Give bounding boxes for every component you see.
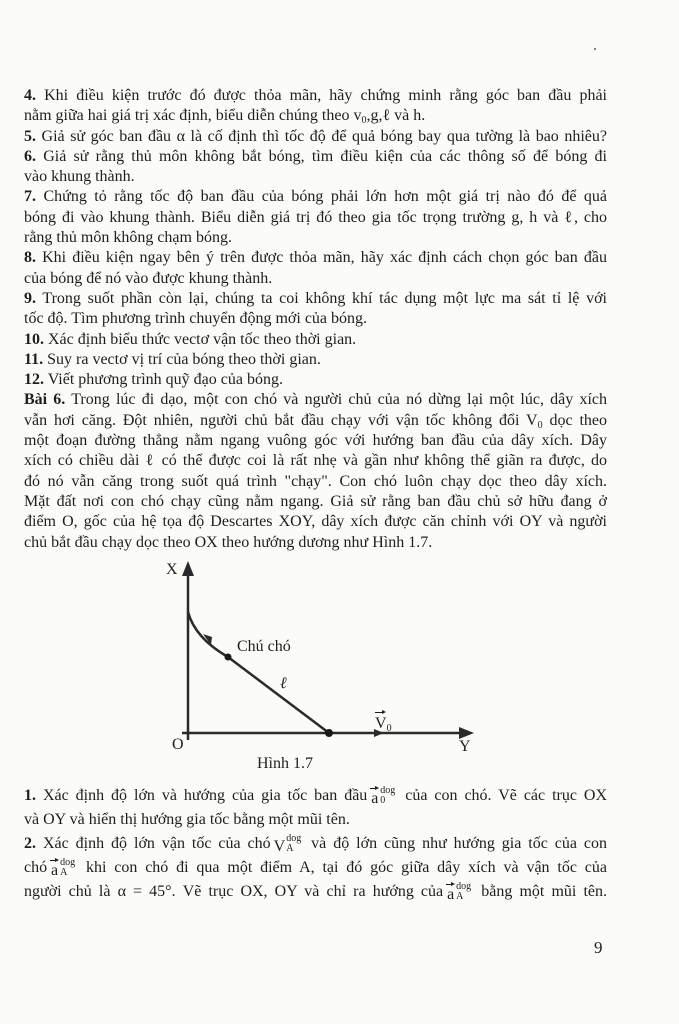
text-line — [24, 856, 607, 880]
velocity-subscript: 0 — [386, 723, 392, 734]
velocity-vector — [375, 711, 392, 733]
item-number: 7. — [24, 188, 36, 206]
text-line — [24, 472, 607, 492]
text-line — [24, 106, 607, 126]
vector-arrow-icon — [375, 711, 386, 715]
text-line — [24, 350, 607, 370]
text-segment: tốc độ. Tìm phương trình chuyển động mới của bóng. — [24, 310, 368, 328]
text-segment: đó nó vẫn căng trong suốt quá trình "chạy". Con chó luôn chạy dọc theo dây xích. — [24, 472, 607, 490]
text-line — [24, 411, 607, 431]
text-segment: chủ bắt đầu chạy dọc theo OX theo hướng dương như Hình 1.7. — [24, 533, 433, 551]
vector-base: V — [273, 837, 286, 855]
text-segment: Xác định biểu thức vectơ vận tốc theo thời gian. — [44, 330, 357, 348]
text-segment: và độ lớn cũng như hướng gia tốc của con — [304, 835, 608, 852]
text-segment: vào khung thành. — [24, 168, 135, 186]
dog-point — [225, 654, 232, 661]
text-line — [24, 784, 607, 808]
text-segment: Xác định độ lớn và hướng của gia tốc ban đầu — [36, 787, 368, 804]
text-segment: người chủ là — [24, 883, 118, 900]
text-segment: . Vẽ trục OX, OY và chỉ ra hướng của — [171, 883, 444, 900]
text-segment: Chứng tỏ rằng tốc độ ban đầu của bóng phải lớn hơn một giá trị nào đó để quả — [36, 188, 607, 206]
text-line — [24, 147, 607, 167]
vector-base: a — [447, 885, 455, 903]
vector-symbol — [274, 834, 302, 854]
subscript: 0 — [537, 419, 543, 431]
text-line — [24, 228, 607, 248]
text-line — [24, 492, 607, 512]
item-number: 10. — [24, 330, 44, 348]
text-line — [24, 370, 607, 390]
text-line — [24, 880, 607, 904]
vector-base-group — [274, 835, 286, 854]
text-line — [24, 832, 607, 856]
item-number: 12. — [24, 371, 44, 389]
vector-base: a — [51, 861, 59, 879]
item-number: Bài 6. — [24, 391, 66, 409]
text-line — [24, 309, 607, 329]
item-number: 8. — [24, 249, 36, 267]
text-segment: Mặt đất nơi con chó chạy cũng nằm ngang. Giả sử rằng ban đầu chủ sở hữu đang ở — [24, 492, 607, 510]
axis-y-label: Y — [459, 738, 471, 755]
text-segment: vẫn hơi căng. Đột nhiên, người chủ bắt đầu chạy với vận tốc không đổi V — [24, 411, 538, 429]
text-line — [24, 86, 607, 106]
vector-base-group — [370, 787, 379, 806]
text-segment: Trong suốt phần còn lại, chúng ta coi không khí tác dụng một lực ma sát tỉ lệ với — [36, 289, 607, 307]
text-segment: và OY và hiển thị hướng gia tốc bằng một mũi tên. — [24, 811, 350, 828]
text-segment: điểm O, gốc của hệ tọa độ Descartes XOY, dây xích được căn chỉnh với OY và người — [24, 513, 607, 531]
vector-arrow-icon — [446, 883, 455, 887]
text-segment: dọc theo — [542, 411, 607, 429]
vector-arrow-icon — [50, 859, 59, 863]
text-segment: Giả sử rằng thủ môn không bắt bóng, tìm điều kiện của các thông số để bóng đi — [36, 147, 607, 165]
text-line — [24, 808, 607, 832]
vector-subscript: A — [456, 891, 464, 903]
scan-speck — [594, 48, 596, 50]
text-segment: chó — [24, 859, 48, 876]
vector-arrow-icon — [370, 787, 379, 791]
text-line — [24, 167, 607, 187]
vector-superscript: dog — [456, 881, 472, 893]
text-line — [24, 127, 607, 147]
vector-subscript: A — [60, 867, 68, 879]
subscript: 0 — [361, 115, 367, 127]
figure-1-7 — [0, 556, 679, 780]
vector-superscript: dog — [380, 785, 396, 797]
vector-scripts — [286, 834, 301, 854]
text-segment: một đoạn đường thẳng nằm ngang vuông góc với hướng ban đầu của dây xích. Dây — [24, 432, 607, 450]
vector-symbol — [370, 786, 395, 806]
exercise-text-questions — [24, 784, 607, 904]
text-segment: nằm giữa hai giá trị xác định, biểu diễn chúng theo — [24, 107, 354, 125]
text-segment: của bóng để nó vào được khung thành. — [24, 269, 273, 287]
item-number: 11. — [24, 350, 44, 368]
item-number: 1. — [24, 787, 36, 804]
text-segment: Xác định độ lớn vận tốc của chó — [36, 835, 271, 852]
page-number: 9 — [594, 938, 603, 957]
text-segment: của con chó. Vẽ các trục OX — [398, 787, 608, 804]
vector-symbol — [50, 858, 75, 878]
vector-superscript: dog — [286, 833, 302, 845]
figure-caption: Hình 1.7 — [257, 755, 313, 772]
text-line — [24, 431, 607, 451]
vector-base: a — [371, 789, 379, 807]
text-segment: xích có chiều dài ℓ có thể được coi là rất nhẹ và gần như không thể giãn ra được, do — [24, 452, 607, 470]
text-segment: và h. — [390, 107, 426, 125]
text-line — [24, 533, 607, 553]
text-line — [24, 289, 607, 309]
leash-line — [228, 657, 329, 733]
vector-base-group — [446, 883, 455, 902]
text-segment: khi con chó đi qua một điểm A, tại đó góc giữa dây xích và vận tốc của — [78, 859, 607, 876]
text-segment: bằng một mũi tên. — [474, 883, 608, 900]
vector-symbol — [446, 882, 471, 902]
vector-subscript: A — [286, 843, 294, 855]
text-segment: Giả sử góc ban đầu α là cố định thì tốc độ để quả bóng bay qua tường là bao nhiêu? — [36, 127, 607, 145]
dog-path-curve — [188, 612, 228, 657]
text-segment: Viết phương trình quỹ đạo của bóng. — [44, 371, 283, 389]
text-line — [24, 248, 607, 268]
text-line — [24, 390, 607, 410]
item-number: 4. — [24, 87, 36, 104]
origin-label: O — [172, 736, 184, 753]
text-segment: bóng đi vào khung thành. Biểu diễn giá trị đó theo gia tốc trọng trường g, h và ℓ, cho — [24, 208, 607, 226]
figure-diagram — [0, 556, 679, 780]
text-segment: ,g,ℓ — [366, 107, 391, 125]
text-line — [24, 269, 607, 289]
text-segment: Khi điều kiện trước đó được thỏa mãn, hãy chứng minh rằng góc ban đầu phải — [36, 87, 607, 104]
vector-scripts — [380, 786, 395, 806]
vector-scripts — [60, 858, 75, 878]
item-number: 6. — [24, 147, 36, 165]
vector-scripts — [456, 882, 471, 902]
text-segment: rằng thủ môn không chạm bóng. — [24, 229, 232, 247]
x-axis-arrowhead — [182, 561, 194, 576]
dog-label: Chú chó — [237, 638, 291, 655]
text-line — [24, 512, 607, 532]
vector-superscript: dog — [60, 857, 76, 869]
velocity-symbol-group — [375, 715, 392, 733]
item-number: 2. — [24, 835, 36, 852]
item-number: 5. — [24, 127, 36, 145]
velocity-label — [375, 702, 392, 733]
item-number: 9. — [24, 289, 36, 307]
text-line — [24, 187, 607, 207]
text-line — [24, 451, 607, 471]
velocity-symbol: V — [375, 715, 387, 732]
text-line — [24, 330, 607, 350]
text-segment: v — [353, 107, 362, 125]
text-line — [24, 208, 607, 228]
vector-base-group — [50, 859, 59, 878]
text-segment: Khi điều kiện ngay bên ý trên được thỏa mãn, hãy xác định cách chọn góc ban đầu — [36, 249, 607, 267]
axis-x-label: X — [166, 561, 178, 578]
text-segment: Suy ra vectơ vị trí của bóng theo thời gian. — [43, 350, 321, 368]
leash-label: ℓ — [280, 675, 287, 692]
vector-subscript: 0 — [380, 795, 386, 807]
owner-point — [325, 729, 333, 737]
text-segment: Trong lúc đi dạo, một con chó và người chủ của nó dừng lại một lúc, dây xích — [65, 391, 607, 409]
text-segment: α = 45° — [117, 883, 172, 900]
exercise-text-upper — [24, 86, 607, 553]
